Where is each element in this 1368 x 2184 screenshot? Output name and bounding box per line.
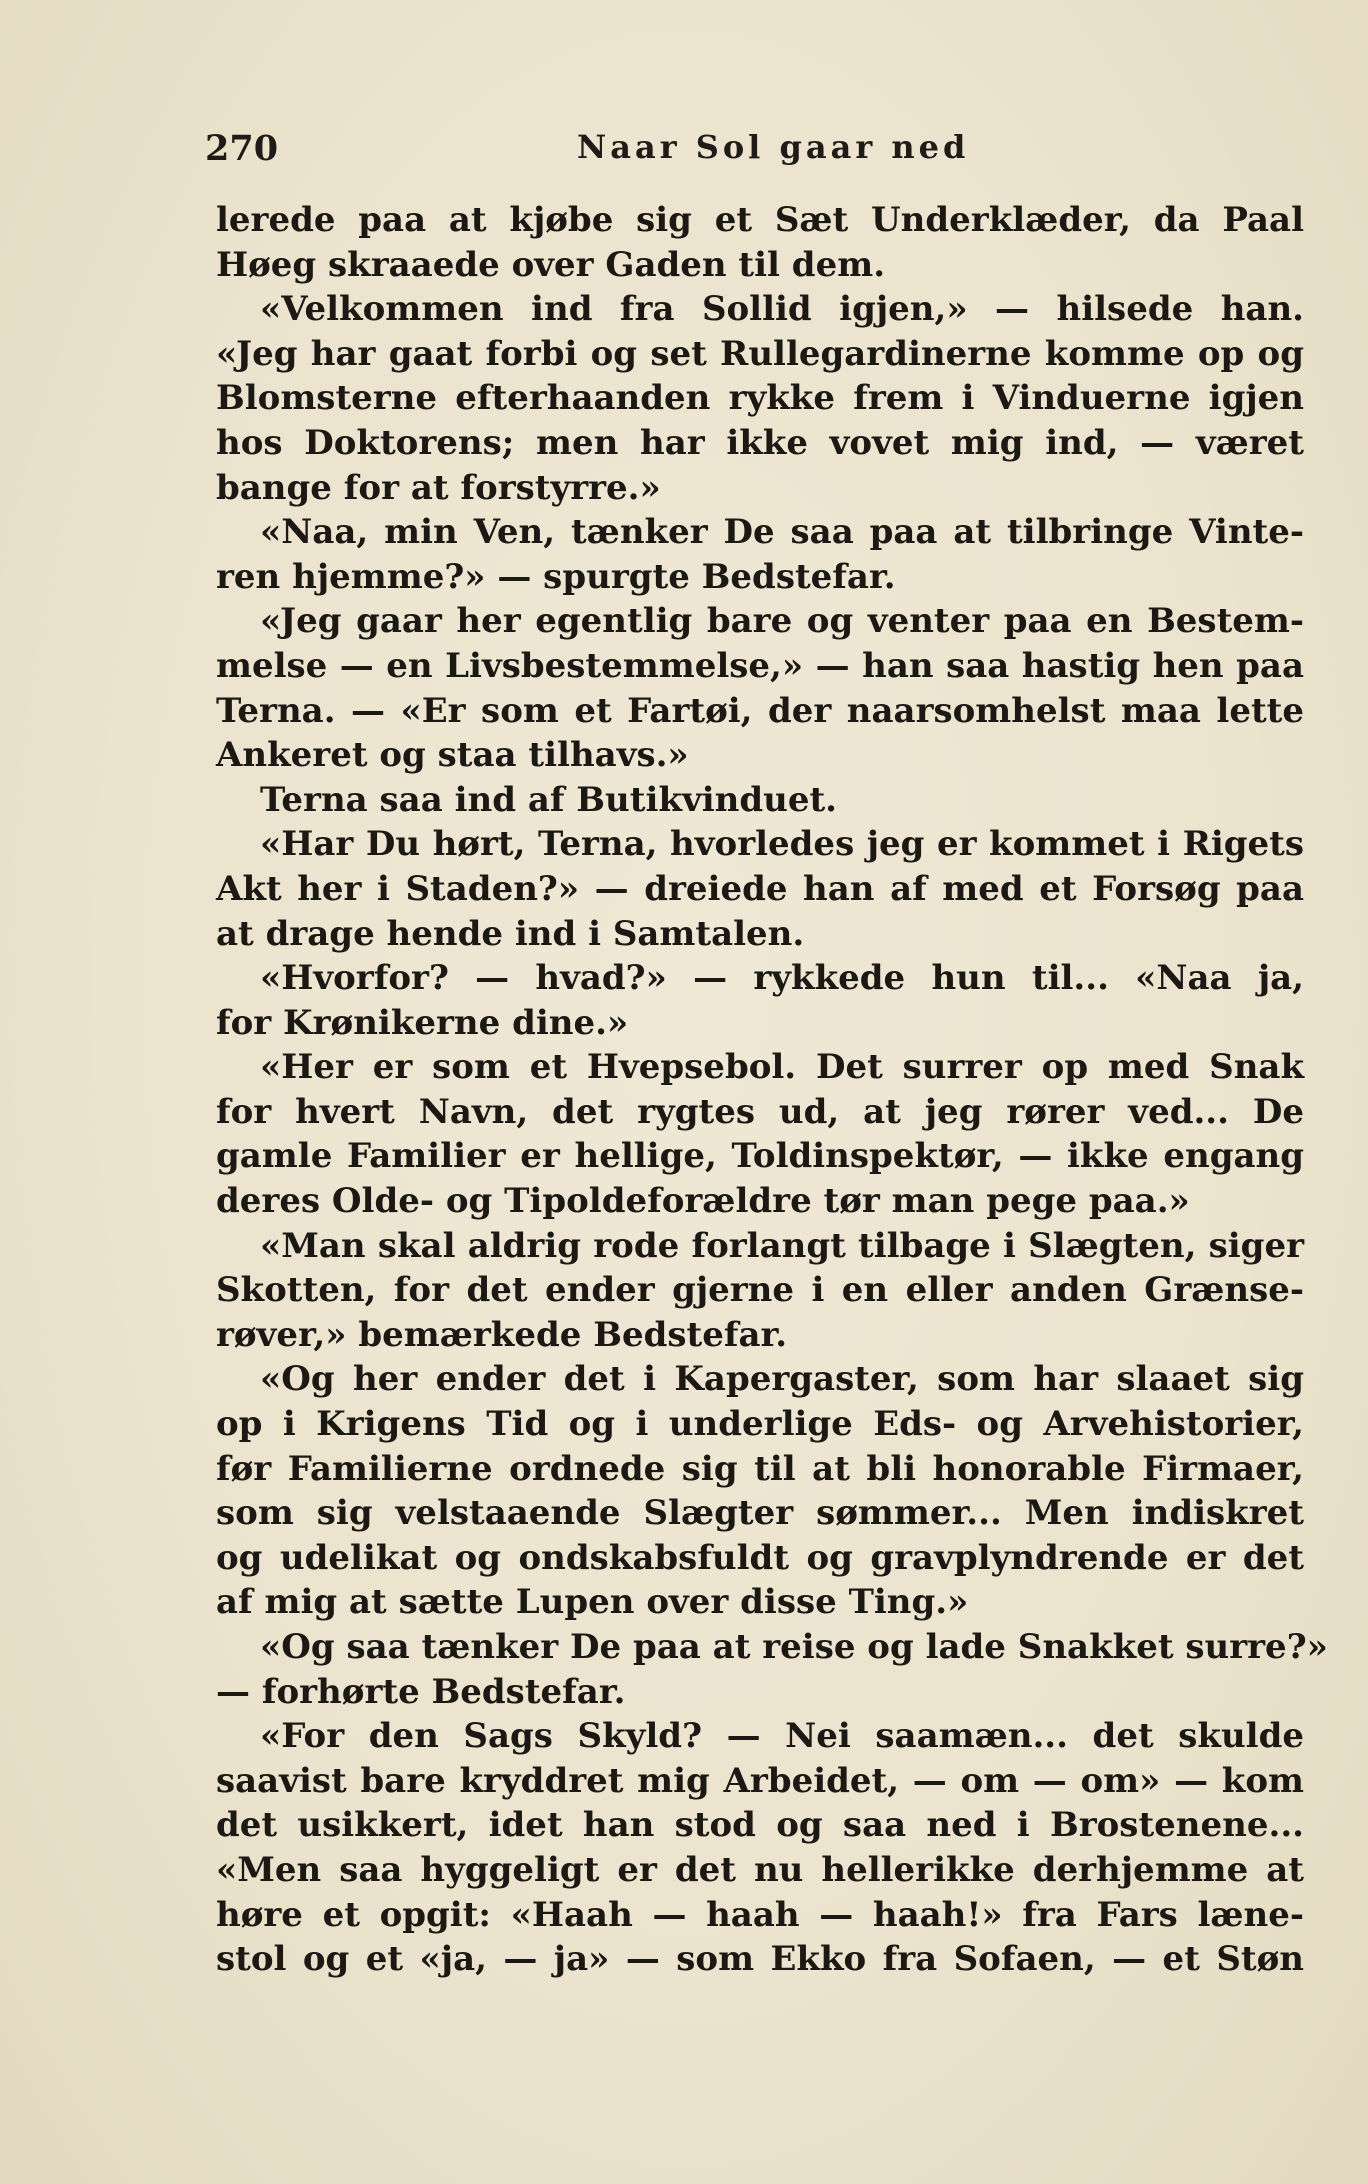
text-line: ren hjemme?» — spurgte Bedstefar. xyxy=(216,556,896,597)
text-line: Terna. — «Er som et Fartøi, der naarsomhelst maa lette xyxy=(216,690,1304,731)
page-header xyxy=(205,128,1305,178)
text-line: før Familierne ordnede sig til at bli honorable Firmaer, xyxy=(216,1448,1304,1489)
text-line: røver,» bemærkede Bedstefar. xyxy=(216,1314,788,1355)
text-line: «Men saa hyggeligt er det nu hellerikke derhjemme at xyxy=(216,1849,1304,1890)
text-line: op i Krigens Tid og i underlige Eds- og Arvehistorier, xyxy=(216,1404,1304,1445)
text-line: som sig velstaaende Slægter sømmer... Men indiskret xyxy=(216,1493,1304,1534)
text-line: «Og her ender det i Kapergaster, som har slaaet sig xyxy=(260,1359,1304,1400)
text-line: melse — en Livsbestemmelse,» — han saa hastig hen paa xyxy=(216,645,1304,686)
text-line: «Har Du hørt, Terna, hvorledes jeg er kommet i Rigets xyxy=(260,824,1304,865)
text-line: «For den Sags Skyld? — Nei saamæn... det skulde xyxy=(260,1716,1304,1757)
text-line: «Og saa tænker De paa at reise og lade Snakket surre?» xyxy=(260,1627,1328,1667)
text-line: saavist bare kryddret mig Arbeidet, — om — om» — kom xyxy=(216,1760,1304,1801)
text-line: Høeg skraaede over Gaden til dem. xyxy=(216,244,886,285)
text-line: deres Olde- og Tipoldeforældre tør man pege paa.» xyxy=(216,1181,1190,1222)
text-line: Ankeret og staa tilhavs.» xyxy=(216,735,689,776)
body-text xyxy=(216,198,1328,1982)
text-line: for hvert Navn, det rygtes ud, at jeg rører ved... De xyxy=(216,1091,1304,1132)
text-line: stol og et «ja, — ja» — som Ekko fra Sofaen, — et Støn xyxy=(216,1939,1304,1980)
text-line: «Hvorfor? — hvad?» — rykkede hun til... «Naa ja, xyxy=(260,958,1304,999)
text-line: «Jeg har gaat forbi og set Rullegardinerne komme op og xyxy=(216,333,1304,374)
text-line: — forhørte Bedstefar. xyxy=(216,1671,626,1712)
text-line: Akt her i Staden?» — dreiede han af med et Forsøg paa xyxy=(216,868,1304,909)
text-line: høre et opgit: «Haah — haah — haah!» fra Fars læne- xyxy=(216,1894,1304,1935)
text-line: «Naa, min Ven, tænker De saa paa at tilbringe Vinte- xyxy=(260,512,1304,553)
text-line: og udelikat og ondskabsfuldt og gravplyndrende er det xyxy=(216,1537,1304,1578)
text-line: bange for at forstyrre.» xyxy=(216,467,661,508)
text-line: «Man skal aldrig rode forlangt tilbage i Slægten, siger xyxy=(260,1225,1304,1266)
text-line: «Velkommen ind fra Sollid igjen,» — hilsede han. xyxy=(260,289,1304,330)
running-title: Naar Sol gaar ned xyxy=(577,128,970,166)
page-number: 270 xyxy=(205,128,279,169)
text-line: hos Doktorens; men har ikke vovet mig ind, — været xyxy=(216,422,1304,463)
text-line: lerede paa at kjøbe sig et Sæt Underklæder, da Paal xyxy=(216,200,1304,240)
text-line: «Jeg gaar her egentlig bare og venter paa en Bestem- xyxy=(260,601,1304,642)
text-line: for Krønikerne dine.» xyxy=(216,1002,629,1043)
text-line: gamle Familier er hellige, Toldinspektør, — ikke engang xyxy=(216,1136,1304,1177)
text-line: Skotten, for det ender gjerne i en eller anden Grænse- xyxy=(216,1270,1304,1311)
text-line: Terna saa ind af Butikvinduet. xyxy=(260,779,838,820)
text-line: «Her er som et Hvepsebol. Det surrer op med Snak xyxy=(260,1047,1304,1088)
text-line: Blomsterne efterhaanden rykke frem i Vinduerne igjen xyxy=(216,378,1304,419)
text-line: at drage hende ind i Samtalen. xyxy=(216,913,805,954)
text-line: af mig at sætte Lupen over disse Ting.» xyxy=(216,1582,969,1623)
text-line: det usikkert, idet han stod og saa ned i Brostenene... xyxy=(216,1805,1304,1846)
